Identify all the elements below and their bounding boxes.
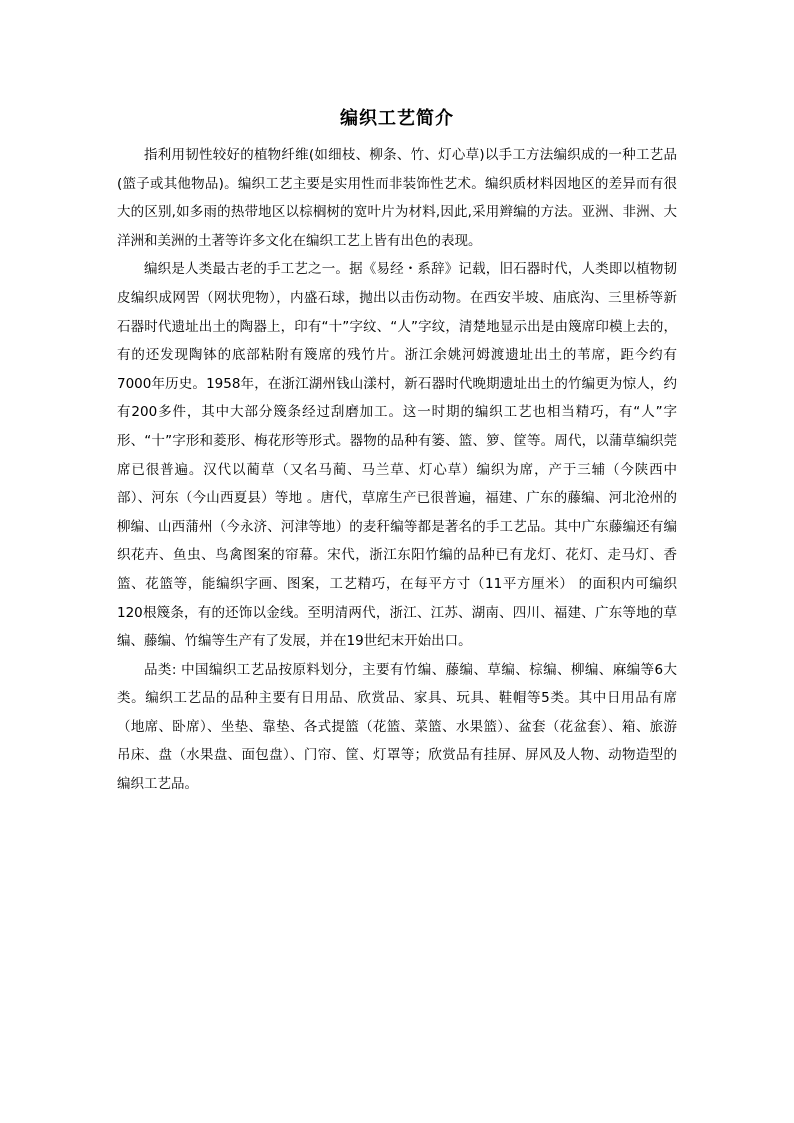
paragraph-intro: 指利用韧性较好的植物纤维(如细枝、柳条、竹、灯心草)以手工方法编织成的一种工艺品(篮子或其他物品)。编织工艺主要是实用性而非装饰性艺术。编织质材料因地区的差异而有很大的区别,如多雨的热带地区以棕榈树的宽叶片为材料,因此,采用辫编的方法。亚洲、非洲、大洋洲和美洲的土著等许多文化在编织工艺上皆有出色的表现。: [117, 147, 677, 249]
paragraph-categories: 品类: 中国编织工艺品按原料划分，主要有竹编、藤编、草编、棕编、柳编、麻编等6大类。编织工艺品的品种主要有日用品、欣赏品、家具、玩具、鞋帽等5类。其中日用品有席（地席、卧席）、坐垫、靠垫、各式提篮（花篮、菜篮、水果篮）、盆套（花盆套）、箱、旅游吊床、盘（水果盘、面包盘）、门帘、筐、灯罩等；欣赏品有挂屏、屏风及人物、动物造型的编织工艺品。: [117, 661, 677, 793]
page-title: 编织工艺简介: [340, 108, 454, 129]
paragraph-history: 编织是人类最古老的手工艺之一。据《易经・系辞》记载，旧石器时代，人类即以植物韧皮编织成网罟（网状兜物），内盛石球，抛出以击伤动物。在西安半坡、庙底沟、三里桥等新石器时代遗址出土的陶器上，印有“十”字纹、“人”字纹，清楚地显示出是由篾席印模上去的，有的还发现陶钵的底部粘附有篾席的残竹片。浙江余姚河姆渡遗址出土的苇席，距今约有7000年历史。1958年，在浙江湖州钱山漾村，新石器时代晚期遗址出土的竹编更为惊人，约有200多件，其中大部分篾条经过刮磨加工。这一时期的编织工艺也相当精巧，有“人”字形、“十”字形和菱形、梅花形等形式。器物的品种有篓、篮、箩、筐等。周代，以蒲草编织莞席已很普遍。汉代以蔺草（又名马蔺、马兰草、灯心草）编织为席，产于三辅（今陕西中部）、河东（今山西夏县）等地 。唐代，草席生产已很普遍，福建、广东的藤编、河北沧州的柳编、山西蒲州（今永济、河津等地）的麦秆编等都是著名的手工艺品。其中广东藤编还有编织花卉、鱼虫、鸟禽图案的帘幕。宋代，浙江东阳竹编的品种已有龙灯、花灯、走马灯、香篮、花篮等，能编织字画、图案，工艺精巧，在每平方寸（11平方厘米） 的面积内可编织120根篾条，有的还饰以金线。至明清两代，浙江、江苏、湖南、四川、福建、广东等地的草编、藤编、竹编等生产有了发展，并在19世纪末开始出口。: [117, 261, 677, 650]
article-body: [117, 141, 677, 799]
